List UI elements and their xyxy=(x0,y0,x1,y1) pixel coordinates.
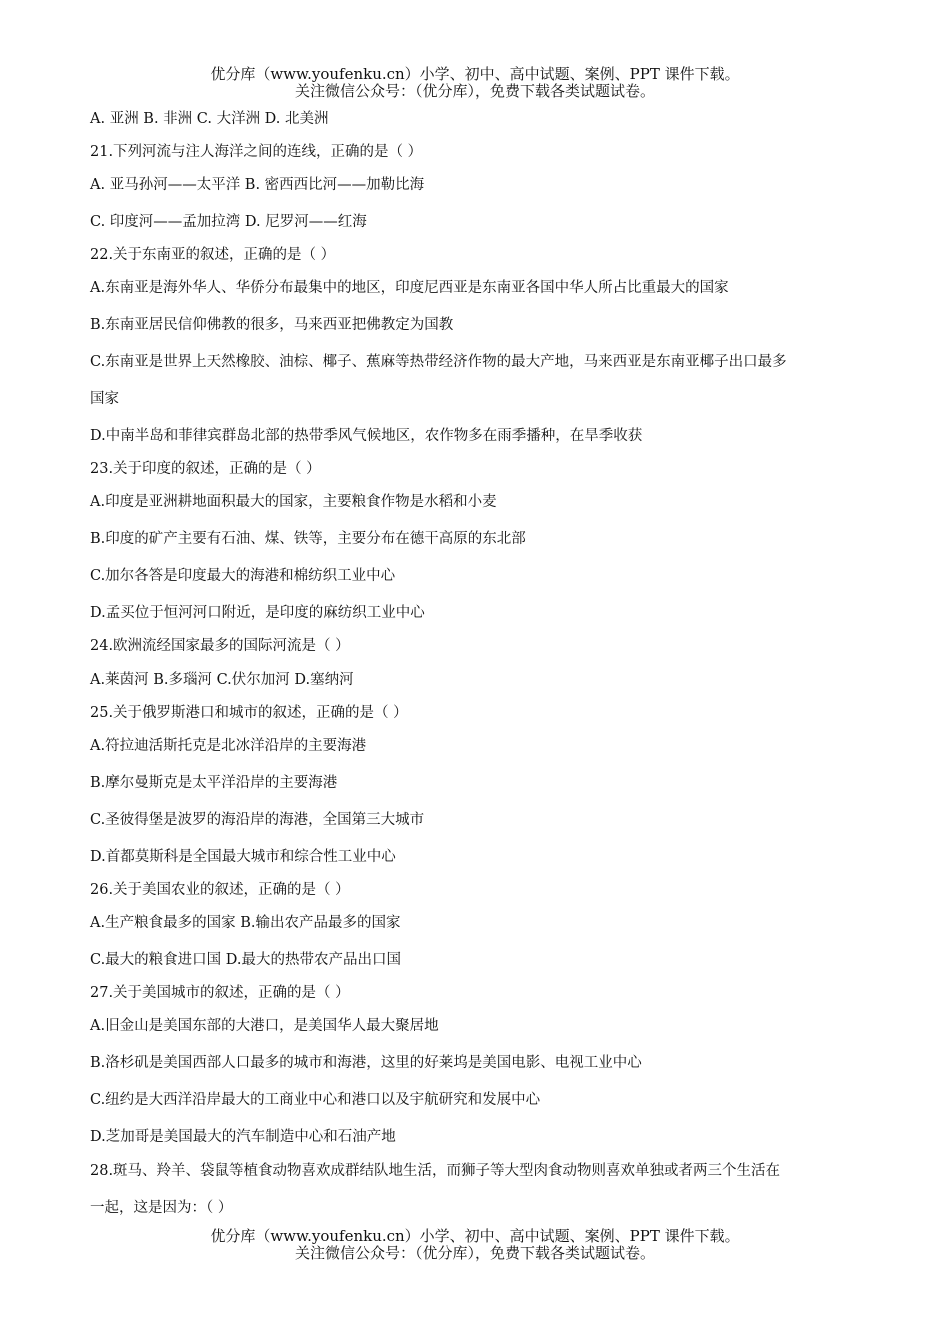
option-q22-c-cont: 国家 xyxy=(90,391,119,407)
options-q26-ab: A.生产粮食最多的国家 B.输出农产品最多的国家 xyxy=(90,915,401,931)
option-q22-a: A.东南亚是海外华人、华侨分布最集中的地区，印度尼西亚是东南亚各国中华人所占比重最大的国家 xyxy=(90,280,729,296)
header-line-2: 关注微信公众号：（优分库），免费下载各类试题试卷。 xyxy=(294,82,655,100)
option-q27-a: A.旧金山是美国东部的大港口，是美国华人最大聚居地 xyxy=(90,1018,439,1034)
option-q23-b: B.印度的矿产主要有石油、煤、铁等，主要分布在德干高原的东北部 xyxy=(90,531,526,547)
option-q27-c: C.纽约是大西洋沿岸最大的工商业中心和港口以及宇航研究和发展中心 xyxy=(90,1092,541,1108)
options-q24: A.莱茵河 B.多瑙河 C.伏尔加河 D.塞纳河 xyxy=(90,672,354,688)
question-26: 26.关于美国农业的叙述，正确的是（ ） xyxy=(90,882,350,898)
options-q26-cd: C.最大的粮食进口国 D.最大的热带农产品出口国 xyxy=(90,952,402,968)
question-27: 27.关于美国城市的叙述，正确的是（ ） xyxy=(90,985,350,1001)
footer-line-1: 优分库（www.youfenku.cn）小学、初中、高中试题、案例、PPT 课件下载。 xyxy=(210,1227,740,1245)
footer-line-2: 关注微信公众号：（优分库），免费下载各类试题试卷。 xyxy=(294,1244,655,1262)
option-q23-c: C.加尔各答是印度最大的海港和棉纺织工业中心 xyxy=(90,568,396,584)
option-line-q20: A. 亚洲 B. 非洲 C. 大洋洲 D. 北美洲 xyxy=(90,111,329,127)
question-28-cont: 一起，这是因为：（ ） xyxy=(90,1200,233,1216)
options-q21-cd: C. 印度河——孟加拉湾 D. 尼罗河——红海 xyxy=(90,214,367,230)
header-line-1: 优分库（www.youfenku.cn）小学、初中、高中试题、案例、PPT 课件下载。 xyxy=(210,65,740,83)
page-footer xyxy=(0,1228,950,1262)
option-q25-d: D.首都莫斯科是全国最大城市和综合性工业中心 xyxy=(90,849,396,865)
question-22: 22.关于东南亚的叙述，正确的是（ ） xyxy=(90,247,336,263)
option-q27-d: D.芝加哥是美国最大的汽车制造中心和石油产地 xyxy=(90,1129,396,1145)
option-q23-a: A.印度是亚洲耕地面积最大的国家，主要粮食作物是水稻和小麦 xyxy=(90,494,497,510)
question-24: 24.欧洲流经国家最多的国际河流是（ ） xyxy=(90,638,350,654)
option-q22-d: D.中南半岛和菲律宾群岛北部的热带季风气候地区，农作物多在雨季播种，在旱季收获 xyxy=(90,428,643,444)
question-23: 23.关于印度的叙述，正确的是（ ） xyxy=(90,461,321,477)
option-q23-d: D.孟买位于恒河河口附近，是印度的麻纺织工业中心 xyxy=(90,605,425,621)
option-q22-c: C.东南亚是世界上天然橡胶、油棕、椰子、蕉麻等热带经济作物的最大产地，马来西亚是东南亚椰子出口最多 xyxy=(90,354,787,370)
question-25: 25.关于俄罗斯港口和城市的叙述，正确的是（ ） xyxy=(90,705,408,721)
option-q22-b: B.东南亚居民信仰佛教的很多，马来西亚把佛教定为国教 xyxy=(90,317,454,333)
option-q25-b: B.摩尔曼斯克是太平洋沿岸的主要海港 xyxy=(90,775,338,791)
question-28: 28.斑马、羚羊、袋鼠等植食动物喜欢成群结队地生活，而狮子等大型肉食动物则喜欢单独或者两三个生活在 xyxy=(90,1163,781,1179)
options-q21-ab: A. 亚马孙河——太平洋 B. 密西西比河——加勒比海 xyxy=(90,177,425,193)
page-header xyxy=(0,66,950,100)
option-q25-c: C.圣彼得堡是波罗的海沿岸的海港，全国第三大城市 xyxy=(90,812,425,828)
option-q25-a: A.符拉迪活斯托克是北冰洋沿岸的主要海港 xyxy=(90,738,367,754)
option-q27-b: B.洛杉矶是美国西部人口最多的城市和海港，这里的好莱坞是美国电影、电视工业中心 xyxy=(90,1055,642,1071)
question-21: 21.下列河流与注人海洋之间的连线，正确的是（ ） xyxy=(90,144,423,160)
